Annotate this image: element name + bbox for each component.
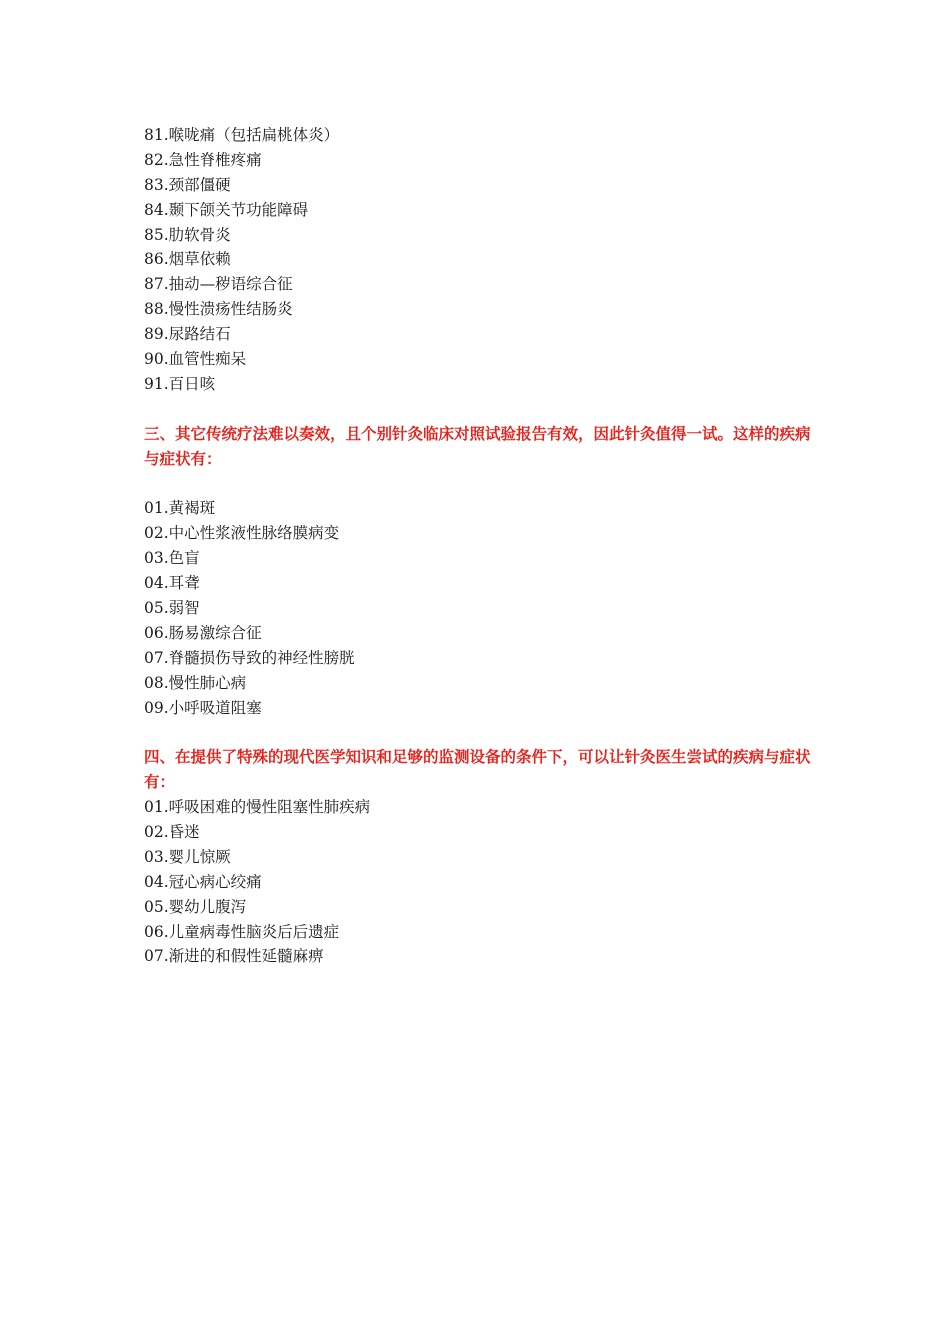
list-item: 81.喉咙痛（包括扁桃体炎） bbox=[144, 126, 340, 144]
list-item: 84.颞下颌关节功能障碍 bbox=[144, 200, 309, 219]
list-item: 91.百日咳 bbox=[144, 374, 216, 393]
list-item: 82.急性脊椎疼痛 bbox=[144, 150, 262, 169]
list-item: 08.慢性肺心病 bbox=[144, 673, 247, 692]
section-4-list bbox=[144, 795, 814, 969]
list-item: 86.烟草依赖 bbox=[144, 250, 231, 269]
list-item: 87.抽动—秽语综合征 bbox=[144, 275, 293, 294]
list-item: 01.呼吸困难的慢性阻塞性肺疾病 bbox=[144, 798, 371, 817]
section-4-heading: 四、在提供了特殊的现代医学知识和足够的监测设备的条件下，可以让针灸医生尝试的疾病与症状有： bbox=[144, 747, 811, 792]
document-page bbox=[144, 123, 814, 969]
list-item: 06.儿童病毒性脑炎后后遗症 bbox=[144, 922, 340, 941]
list-item: 05.婴幼儿腹泻 bbox=[144, 897, 247, 916]
list-item: 03.色盲 bbox=[144, 549, 200, 568]
list-item: 01.黄褐斑 bbox=[144, 499, 216, 518]
section-3-heading: 三、其它传统疗法难以奏效，且个别针灸临床对照试验报告有效，因此针灸值得一试。这样的疾病与症状有： bbox=[144, 423, 811, 468]
list-item: 05.弱智 bbox=[144, 598, 200, 617]
list-item: 02.中心性浆液性脉络膜病变 bbox=[144, 524, 340, 543]
list-item: 88.慢性溃疡性结肠炎 bbox=[144, 300, 293, 319]
list-item: 06.肠易激综合征 bbox=[144, 623, 262, 642]
list-item: 89.尿路结石 bbox=[144, 325, 231, 344]
list-item: 85.肋软骨炎 bbox=[144, 225, 231, 244]
list-item: 09.小呼吸道阻塞 bbox=[144, 698, 262, 717]
list-item: 83.颈部僵硬 bbox=[144, 175, 231, 194]
disease-list-continued bbox=[144, 123, 814, 397]
list-item: 02.昏迷 bbox=[144, 823, 200, 841]
list-item: 04.冠心病心绞痛 bbox=[144, 872, 262, 891]
list-item: 04.耳聋 bbox=[144, 574, 200, 593]
section-3-list bbox=[144, 496, 814, 720]
list-item: 03.婴儿惊厥 bbox=[144, 847, 231, 866]
list-item: 07.渐进的和假性延髓麻痹 bbox=[144, 947, 324, 966]
list-item: 07.脊髓损伤导致的神经性膀胱 bbox=[144, 648, 355, 667]
list-item: 90.血管性痴呆 bbox=[144, 350, 247, 369]
